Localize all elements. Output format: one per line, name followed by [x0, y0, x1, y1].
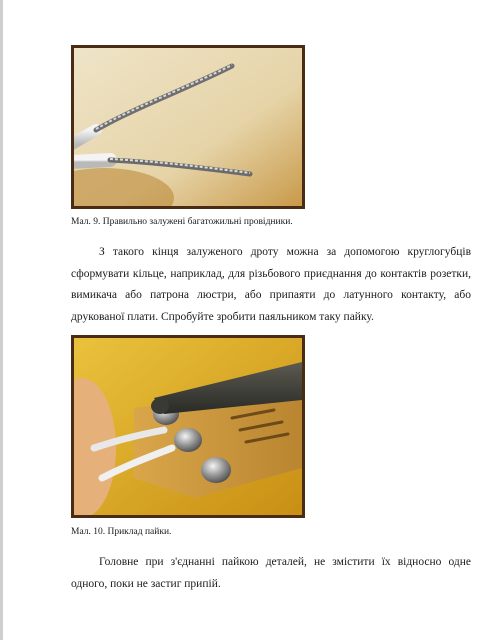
paragraph-text: Головне при з'єднанні пайкою деталей, не змістити їх відносно одне одного, поки не застиг припій.: [71, 556, 471, 590]
soldering-illustration: [74, 338, 302, 515]
paragraph-text: З такого кінця залуженого дроту можна за допомогою круглогубців сформувати кільце, наприклад, для різьбового приєднання до контактів розетки, вимикача або патрона люстри, або припаяти до латунного контакту, або друкованої плати. Спробуйте зробити паяльником таку пайку.: [71, 246, 471, 323]
tinned-wires-illustration: [74, 48, 302, 206]
paragraph: [71, 242, 471, 328]
figure-9-caption: Мал. 9. Правильно залужені багатожильні провідники.: [71, 217, 293, 227]
figure-10-photo: [71, 335, 305, 518]
paragraph: [71, 552, 471, 595]
figure-9-photo: [71, 45, 305, 209]
figure-10-caption: Мал. 10. Приклад пайки.: [71, 527, 172, 537]
page-edge: [0, 0, 3, 640]
